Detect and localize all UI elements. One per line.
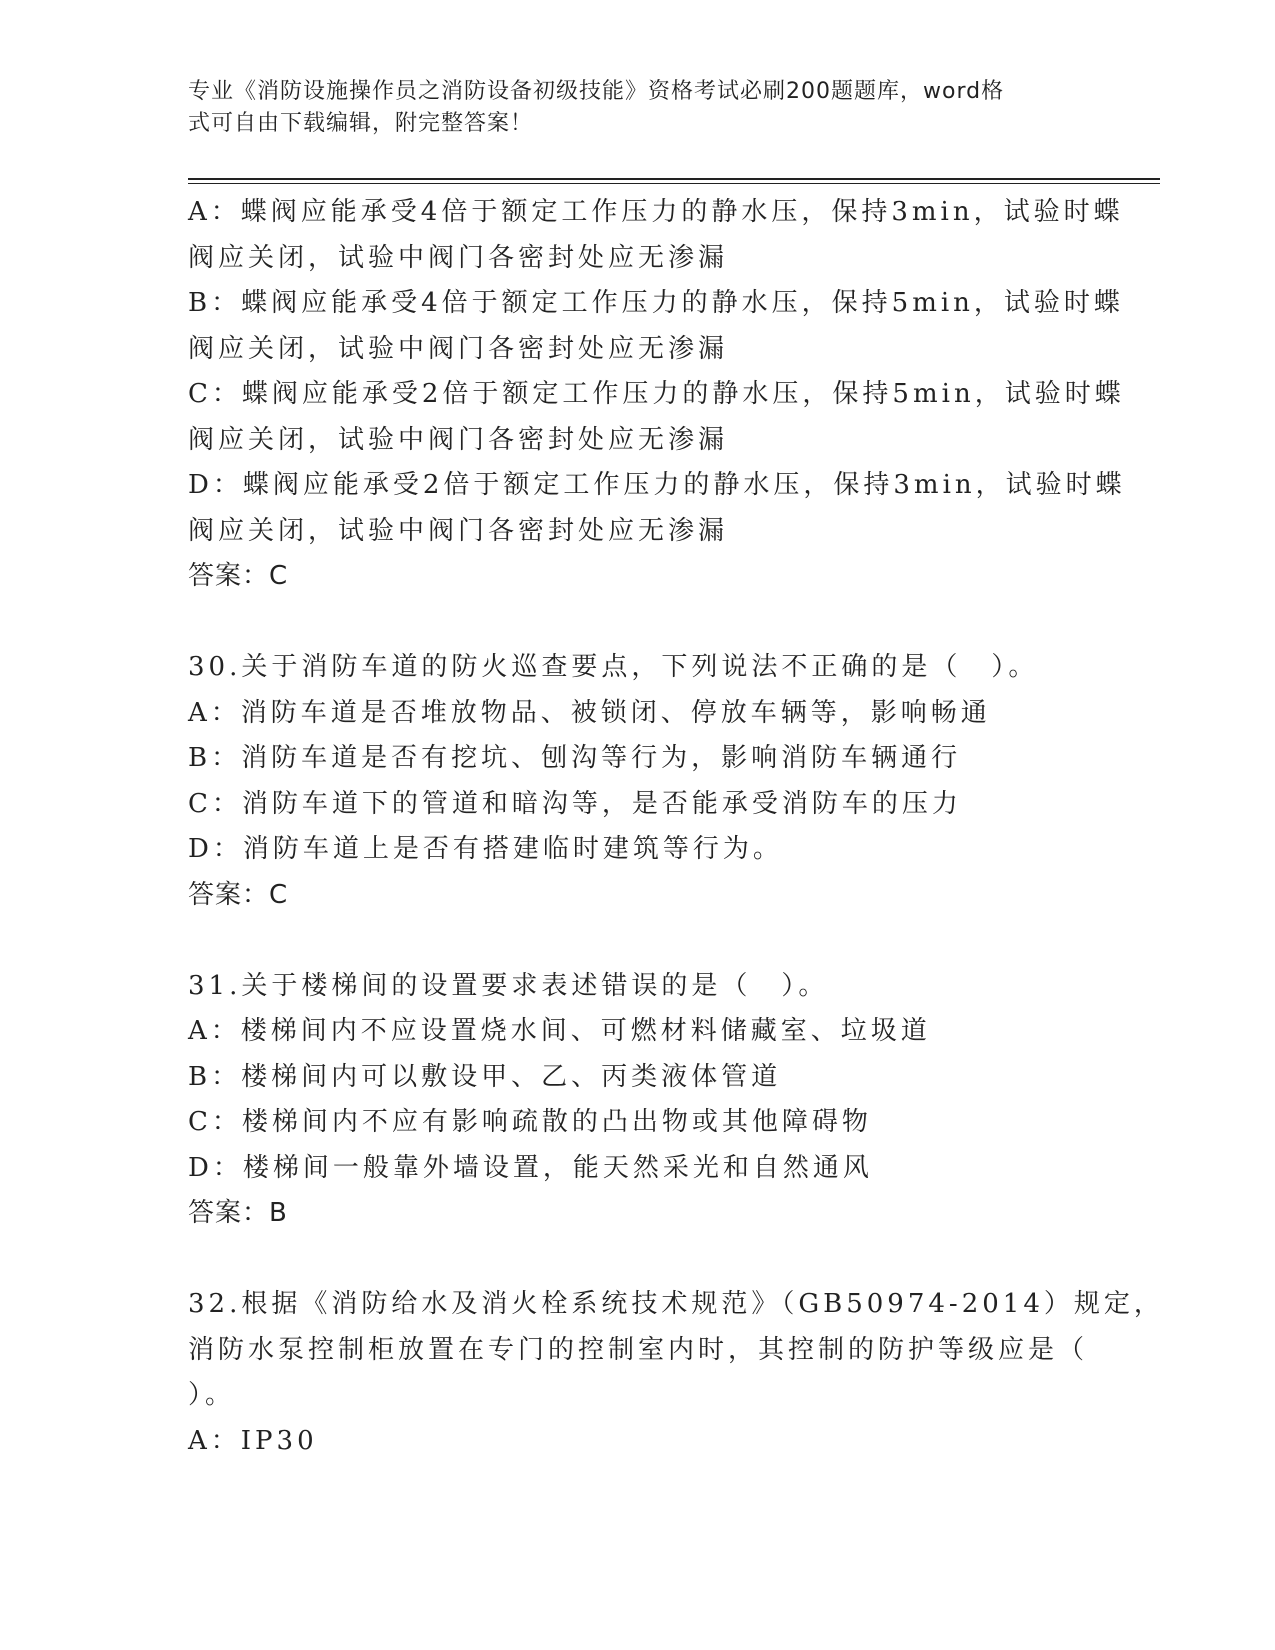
question-32 [188,1282,1164,1464]
header-divider-thin [188,183,1160,184]
q29-option-c-line-2: 阀应关闭，试验中阀门各密封处应无渗漏 [188,424,729,455]
question-31 [188,964,1088,1237]
q30-answer: 答案：C [188,879,289,910]
q32-question-line-3: ）。 [188,1380,236,1410]
header-line-2: 式可自由下载编辑，附完整答案！ [188,111,534,136]
q29-option-b-line-1: B：蝶阀应能承受4倍于额定工作压力的静水压，保持5min，试验时蝶 [188,288,1124,318]
document-body [188,190,1164,1464]
q29-option-d-line-1: D：蝶阀应能承受2倍于额定工作压力的静水压，保持3min，试验时蝶 [188,470,1126,500]
question-30 [188,645,1088,918]
q30-option-c: C：消防车道下的管道和暗沟等，是否能承受消防车的压力 [188,788,962,819]
q31-question: 31.关于楼梯间的设置要求表述错误的是（ ）。 [188,970,829,1001]
q29-option-b-line-2: 阀应关闭，试验中阀门各密封处应无渗漏 [188,333,729,364]
q32-question-line-2: 消防水泵控制柜放置在专门的控制室内时，其控制的防护等级应是（ [188,1334,1089,1365]
q32-option-a: A：IP30 [188,1425,318,1456]
q32-question-line-1: 32.根据《消防给水及消火栓系统技术规范》（GB50974-2014）规定， [188,1289,1164,1319]
spacer [188,1237,1088,1283]
q29-answer: 答案：C [188,561,289,591]
spacer [188,918,1088,964]
q31-option-c: C：楼梯间内不应有影响疏散的凸出物或其他障碍物 [188,1107,872,1137]
page-header [188,76,1078,140]
q30-option-a: A：消防车道是否堆放物品、被锁闭、停放车辆等，影响畅通 [188,697,991,728]
q31-answer: 答案：B [188,1198,288,1228]
q30-question: 30.关于消防车道的防火巡查要点，下列说法不正确的是（ ）。 [188,652,1039,682]
q31-option-a: A：楼梯间内不应设置烧水间、可燃材料储藏室、垃圾道 [188,1016,931,1046]
q29-option-a-line-2: 阀应关闭，试验中阀门各密封处应无渗漏 [188,242,729,273]
q31-option-b: B：楼梯间内可以敷设甲、乙、丙类液体管道 [188,1061,782,1092]
q29-option-a-line-1: A：蝶阀应能承受4倍于额定工作压力的静水压，保持3min，试验时蝶 [188,197,1124,227]
spacer [188,600,1088,646]
q29-option-d-line-2: 阀应关闭，试验中阀门各密封处应无渗漏 [188,515,729,546]
q30-option-b: B：消防车道是否有挖坑、刨沟等行为，影响消防车辆通行 [188,743,962,773]
q29-option-c-line-1: C：蝶阀应能承受2倍于额定工作压力的静水压，保持5min，试验时蝶 [188,379,1125,409]
header-line-1: 专业《消防设施操作员之消防设备初级技能》资格考试必刷200题题库，word格 [188,79,1005,104]
q31-option-d: D：楼梯间一般靠外墙设置，能天然采光和自然通风 [188,1152,873,1183]
header-divider-thick [188,178,1160,180]
question-29 [188,190,1126,600]
q30-option-d: D：消防车道上是否有搭建临时建筑等行为。 [188,834,783,864]
